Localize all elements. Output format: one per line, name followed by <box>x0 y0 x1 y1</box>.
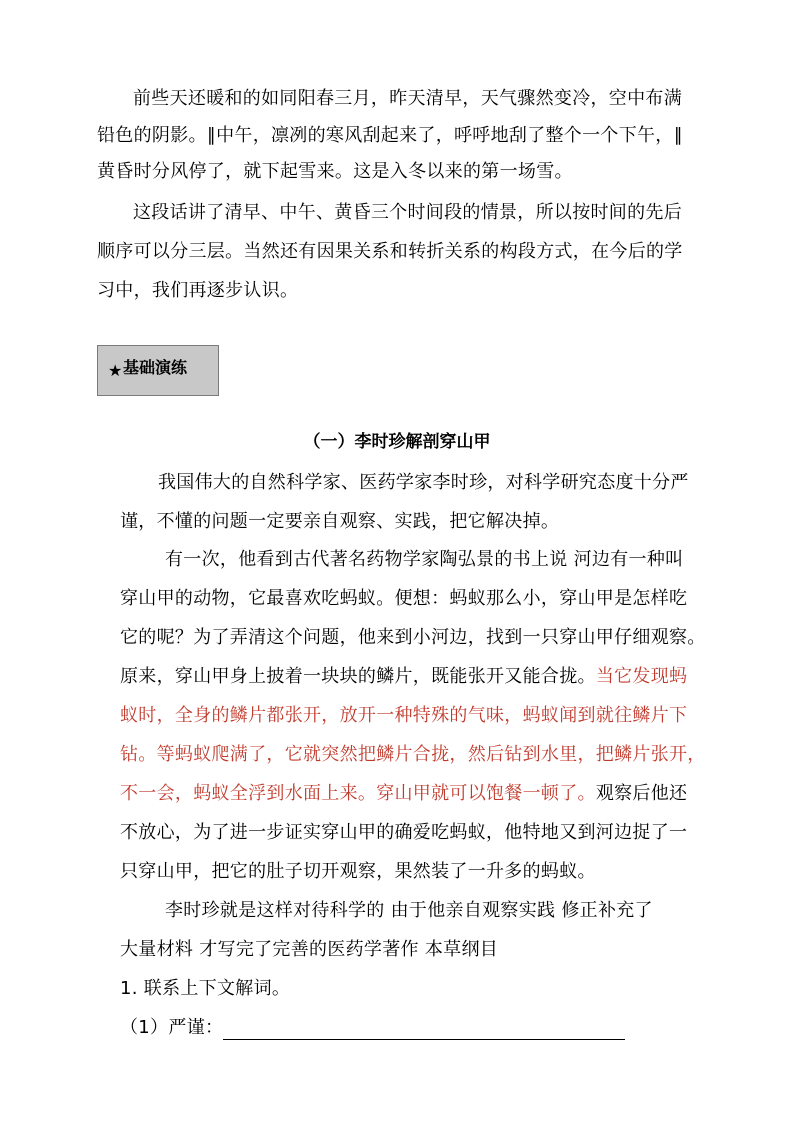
section-label: 基础演练 <box>123 358 188 377</box>
intro-line-1: 前些天还暖和的如同阳春三月，昨天清早，天气骤然变冷，空中布满 <box>133 88 682 109</box>
passage-title: （一）李时珍解剖穿山甲 <box>303 432 491 452</box>
question-item-label: （1）严谨： <box>120 1017 224 1038</box>
section-badge <box>97 345 219 396</box>
p2-line-9: 只穿山甲，把它的肚子切开观察，果然装了一升多的蚂蚁。 <box>120 861 596 882</box>
p2-line-4-black: 原来，穿山甲身上披着一块块的鳞片，既能张开又能合拢。 <box>120 666 596 687</box>
p2-line-7 <box>120 782 687 806</box>
p2-line-5: 蚁时，全身的鳞片都张开，放开一种特殊的气味，蚂蚁闻到就往鳞片下 <box>120 705 688 726</box>
answer-blank[interactable] <box>223 1021 625 1040</box>
p2-line-6: 钻。等蚂蚁爬满了，它就突然把鳞片合拢，然后钻到水里，把鳞片张开， <box>120 744 706 765</box>
p3-line-1: 李时珍就是这样对待科学的 由于他亲自观察实践 修正补充了 <box>165 900 653 921</box>
p2-line-2: 穿山甲的动物，它最喜欢吃蚂蚁。便想：蚂蚁那么小，穿山甲是怎样吃 <box>120 588 688 609</box>
intro-line-3: 黄昏时分风停了，就下起雪来。这是入冬以来的第一场雪。 <box>97 161 573 182</box>
intro-line-5: 顺序可以分三层。当然还有因果关系和转折关系的构段方式，在今后的学 <box>97 241 683 262</box>
star-icon: ★ <box>108 361 123 380</box>
p2-line-3: 它的呢？为了弄清这个问题，他来到小河边，找到一只穿山甲仔细观察。 <box>120 627 706 648</box>
question-item-1 <box>120 1016 625 1040</box>
intro-line-2: 铅色的阴影。∥中午，凛冽的寒风刮起来了，呼呼地刮了整个一个下午，∥ <box>97 125 683 146</box>
p2-line-1: 有一次，他看到古代著名药物学家陶弘景的书上说 河边有一种叫 <box>165 549 684 570</box>
p2-line-7-black: 观察后他还 <box>595 783 688 804</box>
p1-line-2: 谨，不懂的问题一定要亲自观察、实践，把它解决掉。 <box>120 511 560 532</box>
p3-line-2: 大量材料 才写完了完善的医药学著作 本草纲目 <box>120 939 499 960</box>
p2-line-7-red: 不一会，蚂蚁全浮到水面上来。穿山甲就可以饱餐一顿了。 <box>120 783 596 804</box>
intro-line-4: 这段话讲了清早、中午、黄昏三个时间段的情景，所以按时间的先后 <box>133 202 682 223</box>
intro-line-6: 习中，我们再逐步认识。 <box>97 280 299 301</box>
question-heading: 1. 联系上下文解词。 <box>120 978 291 999</box>
p2-line-4-red: 当它发现蚂 <box>595 666 688 687</box>
p1-line-1: 我国伟大的自然科学家、医药学家李时珍，对科学研究态度十分严 <box>158 472 689 493</box>
p2-line-4 <box>120 665 687 689</box>
p2-line-8: 不放心，为了进一步证实穿山甲的确爱吃蚂蚁，他特地又到河边捉了一 <box>120 822 688 843</box>
